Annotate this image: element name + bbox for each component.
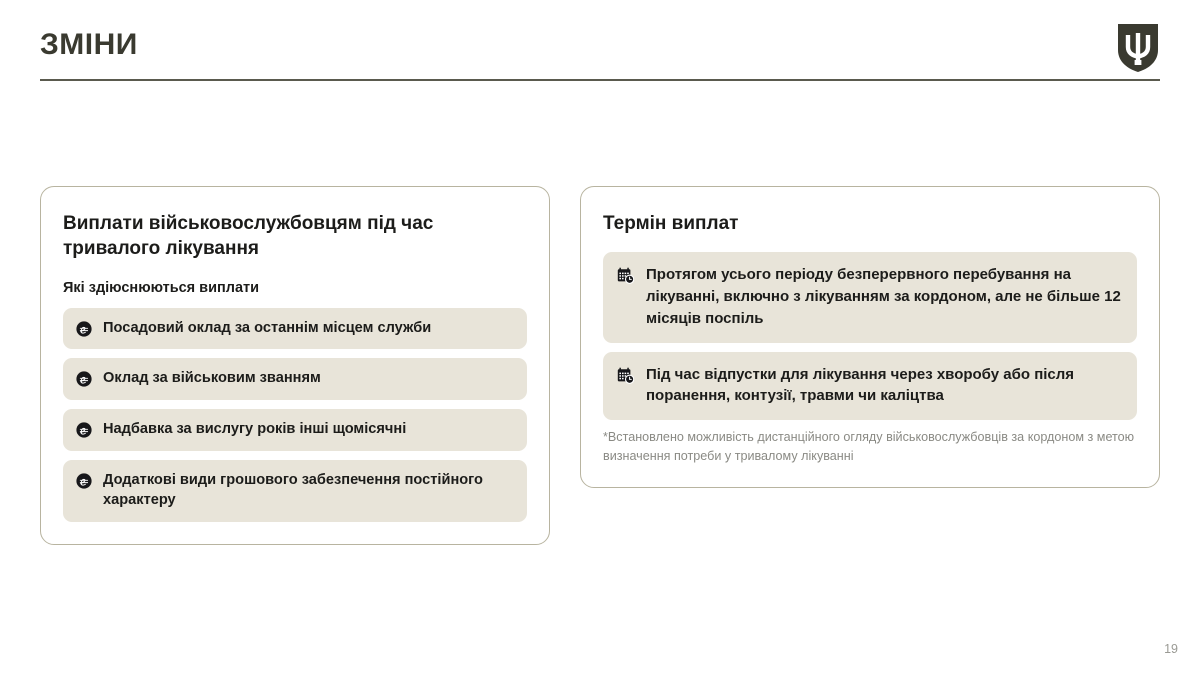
list-item-label: Додаткові види грошового забезпечення постійного характеру: [103, 471, 483, 509]
card-heading: Термін виплат: [603, 213, 739, 234]
slide-header: [40, 22, 1160, 84]
footnote: *Встановлено можливість дистанційного огляду військовослужбовців за кордоном з метою визначення потреби у тривалому лікуванні: [603, 429, 1135, 464]
term-list: [603, 252, 1137, 420]
list-item: [603, 252, 1137, 342]
list-item: [63, 308, 527, 350]
payments-during-treatment-card: [40, 186, 550, 545]
list-item-label: Надбавка за вислугу років інші щомісячні: [103, 420, 407, 437]
list-item-label: Протягом усього періоду безперервного перебування на лікуванні, включно з лікуванням за кордоном, але не більше 12 місяців поспіль: [646, 266, 1121, 327]
list-item: [603, 352, 1137, 421]
calendar-clock-icon: [617, 367, 634, 384]
header-divider: [40, 79, 1160, 81]
list-item: [63, 460, 527, 522]
payment-term-card: [580, 186, 1160, 488]
page-number: 19: [1164, 642, 1178, 656]
hryvnia-coin-icon: [76, 473, 92, 489]
ukrainian-trident-shield-emblem: [1116, 22, 1160, 74]
list-item-label: Під час відпустки для лікування через хворобу або після поранення, контузії, травми чи каліцтва: [646, 365, 1075, 405]
card-subheading: Які здіюснюються виплати: [63, 279, 260, 296]
hryvnia-coin-icon: [76, 371, 92, 387]
hryvnia-coin-icon: [76, 321, 92, 337]
page-title: ЗМІНИ: [40, 28, 138, 61]
calendar-clock-icon: [617, 267, 634, 284]
cards-container: [40, 186, 1160, 545]
list-item-label: Посадовий оклад за останнім місцем служби: [103, 319, 432, 336]
payments-list: [63, 308, 527, 523]
list-item: [63, 358, 527, 400]
list-item-label: Оклад за військовим званням: [103, 370, 321, 387]
hryvnia-coin-icon: [76, 422, 92, 438]
card-heading: Виплати військовослужбовцям під час тривалого лікування: [63, 213, 434, 260]
list-item: [63, 409, 527, 451]
